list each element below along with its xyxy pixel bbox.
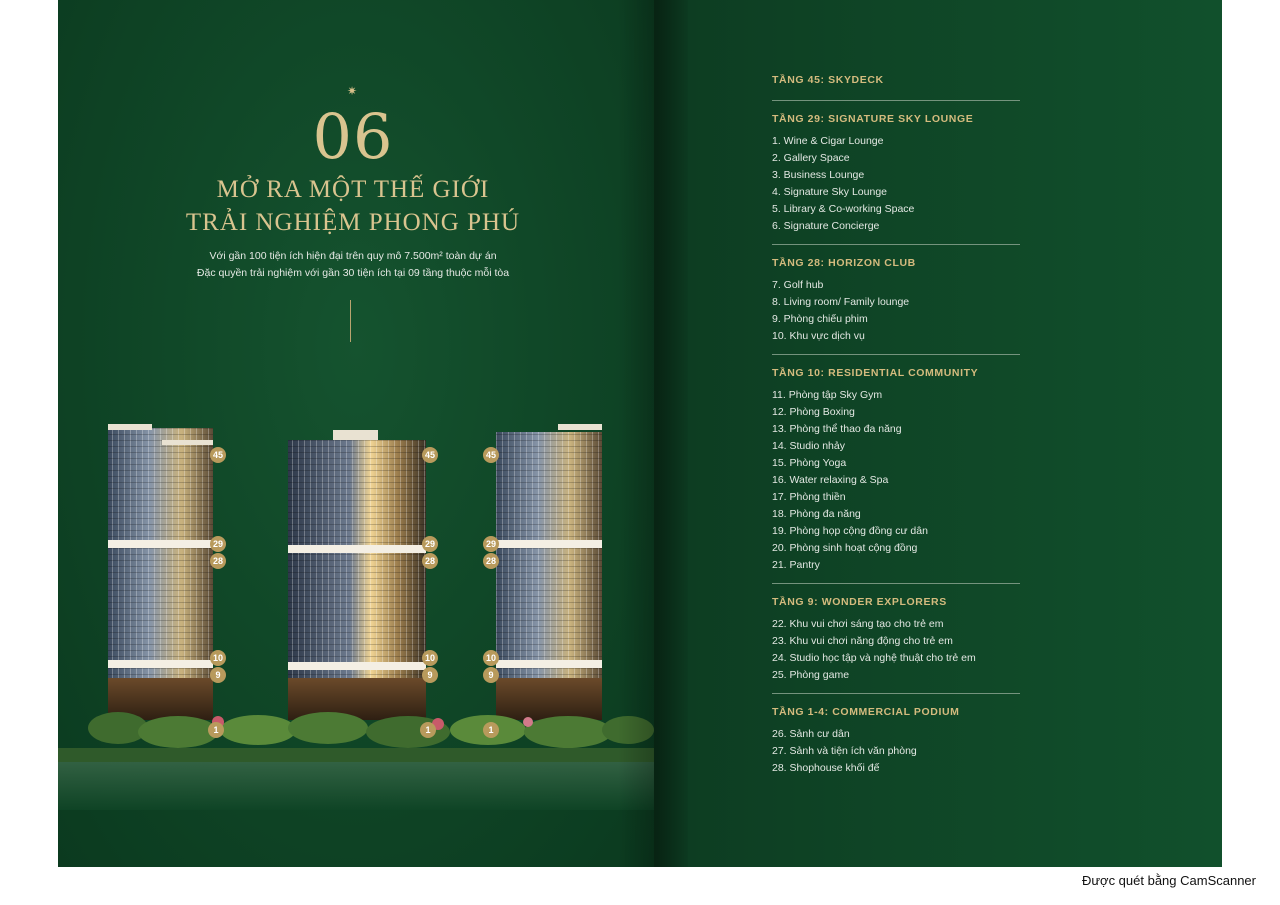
amenity-item: 28. Shophouse khối đế (772, 762, 880, 774)
amenity-item: 27. Sảnh và tiện ích văn phòng (772, 745, 917, 757)
amenity-item: 4. Signature Sky Lounge (772, 186, 887, 198)
svg-text:1: 1 (488, 725, 494, 735)
amenity-item: 15. Phòng Yoga (772, 457, 847, 469)
amenity-item: 7. Golf hub (772, 279, 824, 291)
floor-section (772, 355, 1020, 584)
tower-1 (108, 424, 213, 720)
section-number: 06 (312, 100, 394, 173)
floor-section-title: TẦNG 29: SIGNATURE SKY LOUNGE (772, 113, 974, 125)
tower-2 (288, 430, 426, 720)
svg-text:9: 9 (427, 670, 433, 680)
amenity-item: 14. Studio nhảy (772, 440, 845, 452)
marker-1: 1 (213, 725, 219, 735)
svg-text:45: 45 (485, 450, 497, 460)
svg-text:29: 29 (485, 539, 497, 549)
amenity-item: 26. Sảnh cư dân (772, 728, 850, 740)
svg-text:29: 29 (424, 539, 436, 549)
marker-10: 10 (212, 653, 224, 663)
amenity-item: 8. Living room/ Family lounge (772, 296, 910, 308)
star-ornament-icon: ✷ (347, 84, 358, 98)
amenity-item: 12. Phòng Boxing (772, 406, 855, 418)
marker-9: 9 (215, 670, 221, 680)
amenity-item: 2. Gallery Space (772, 152, 850, 164)
svg-text:1: 1 (425, 725, 431, 735)
floor-section (772, 101, 1020, 245)
amenity-item: 9. Phòng chiếu phim (772, 313, 868, 325)
towers-illustration (58, 410, 654, 810)
brochure-spread (58, 0, 1222, 867)
amenity-item: 11. Phòng tập Sky Gym (772, 389, 883, 401)
amenity-item: 13. Phòng thể thao đa năng (772, 423, 902, 435)
amenity-item: 10. Khu vực dịch vụ (772, 330, 865, 342)
floor-section (772, 584, 1020, 694)
amenity-item: 25. Phòng game (772, 669, 850, 681)
amenity-item: 16. Water relaxing & Spa (772, 474, 889, 486)
headline-line-1: MỞ RA MỘT THẾ GIỚI (216, 176, 490, 203)
amenity-item: 23. Khu vui chơi năng động cho trẻ em (772, 635, 953, 647)
intro-line-1: Với gần 100 tiện ích hiện đại trên quy mô 7.500m² toàn dự án (209, 250, 497, 262)
headline-line-2: TRẢI NGHIỆM PHONG PHÚ (185, 209, 521, 236)
floor-section (772, 72, 1020, 101)
tower-3 (496, 424, 602, 720)
amenity-item: 22. Khu vui chơi sáng tạo cho trẻ em (772, 618, 944, 630)
divider-line (350, 300, 351, 342)
floor-section-title: TẦNG 9: WONDER EXPLORERS (772, 596, 947, 608)
marker-29: 29 (212, 539, 224, 549)
marker-45: 45 (212, 450, 224, 460)
svg-text:10: 10 (424, 653, 436, 663)
marker-28: 28 (212, 556, 224, 566)
left-page (58, 0, 654, 867)
intro-line-2: Đặc quyền trải nghiệm với gần 30 tiện ích tại 09 tầng thuộc mỗi tòa (196, 267, 510, 279)
svg-text:9: 9 (488, 670, 494, 680)
floor-section-title: TẦNG 45: SKYDECK (772, 74, 884, 86)
svg-text:28: 28 (424, 556, 436, 566)
page-gutter (618, 0, 688, 867)
amenity-item: 24. Studio học tập và nghệ thuật cho trẻ em (772, 652, 976, 664)
amenity-item: 19. Phòng họp cộng đồng cư dân (772, 525, 928, 537)
amenity-item: 20. Phòng sinh hoạt cộng đồng (772, 542, 918, 554)
amenity-item: 21. Pantry (772, 559, 820, 571)
amenity-item: 18. Phòng đa năng (772, 508, 861, 520)
amenity-item: 5. Library & Co-working Space (772, 203, 915, 215)
floor-section (772, 694, 1020, 777)
amenity-item: 17. Phòng thiền (772, 491, 846, 503)
amenity-item: 1. Wine & Cigar Lounge (772, 135, 884, 147)
svg-text:45: 45 (424, 450, 436, 460)
towers-rendering (58, 410, 654, 810)
floor-section-title: TẦNG 28: HORIZON CLUB (772, 257, 916, 269)
scanner-watermark: Được quét bằng CamScanner (1081, 873, 1256, 888)
amenity-floor-list (772, 72, 1020, 777)
svg-text:28: 28 (485, 556, 497, 566)
floor-section-title: TẦNG 10: RESIDENTIAL COMMUNITY (772, 367, 979, 379)
amenity-item: 3. Business Lounge (772, 169, 865, 181)
floor-section (772, 245, 1020, 355)
floor-section-title: TẦNG 1-4: COMMERCIAL PODIUM (772, 706, 960, 718)
svg-text:10: 10 (485, 653, 497, 663)
amenity-item: 6. Signature Concierge (772, 220, 880, 232)
